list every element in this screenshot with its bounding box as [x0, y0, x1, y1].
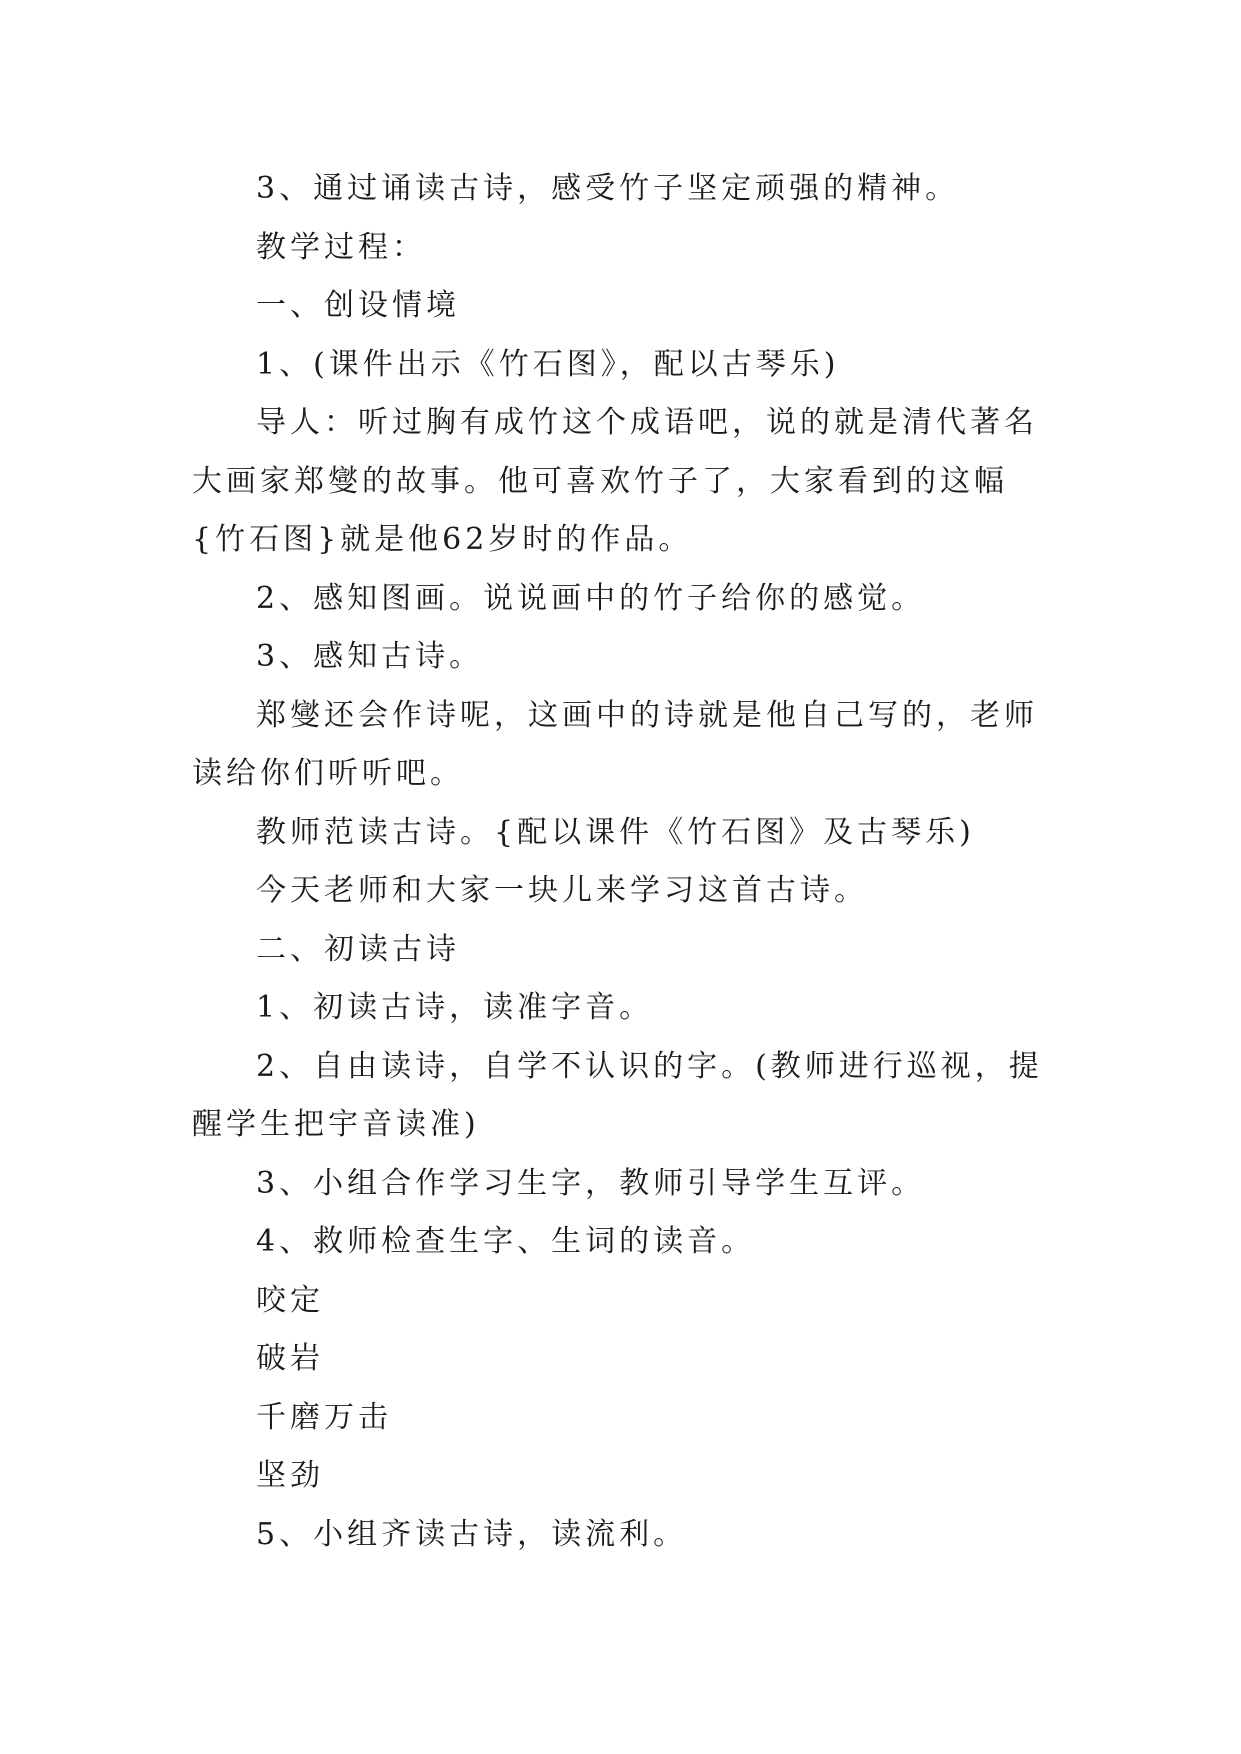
paragraph-read-1: 1、初读古诗，读准字音。: [256, 990, 654, 1025]
vocab-item: 坚劲: [256, 1458, 324, 1493]
paragraph-goal-3: 3、通过诵读古诗，感受竹子坚定顽强的精神。: [256, 171, 960, 206]
paragraph-introduction: 导人：听过胸有成竹这个成语吧，说的就是清代著名大画家郑燮的故事。他可喜欢竹子了，大家看到的这幅{竹石图}就是他62岁时的作品。: [192, 405, 1038, 557]
paragraph-teacher-reading: 教师范读古诗。{配以课件《竹石图》及古琴乐): [256, 814, 975, 850]
paragraph-read-4: 4、救师检查生字、生词的读音。: [256, 1224, 756, 1259]
paragraph-poem-intro: 郑燮还会作诗呢，这画中的诗就是他自己写的，老师读给你们听听吧。: [192, 697, 1038, 791]
vocab-item: 破岩: [256, 1341, 324, 1376]
paragraph-step-1: 1、(课件出示《竹石图》，配以古琴乐): [256, 346, 840, 382]
paragraph-read-5: 5、小组齐读古诗，读流利。: [256, 1516, 688, 1552]
paragraph-read-3: 3、小组合作学习生字，教师引导学生互评。: [256, 1165, 926, 1201]
vocab-item: 千磨万击: [256, 1399, 392, 1435]
heading-teaching-process: 教学过程：: [256, 229, 426, 265]
paragraph-step-3: 3、感知古诗。: [256, 639, 484, 674]
section-heading-2: 二、初读古诗: [256, 931, 460, 967]
document-page: [192, 160, 1052, 1564]
vocab-item: 咬定: [256, 1282, 324, 1318]
paragraph-read-2: 2、自由读诗，自学不认识的字。(教师进行巡视，提醒学生把宇音读准): [192, 1048, 1043, 1142]
paragraph-today: 今天老师和大家一块儿来学习这首古诗。: [256, 873, 868, 908]
paragraph-step-2: 2、感知图画。说说画中的竹子给你的感觉。: [256, 580, 926, 616]
section-heading-1: 一、创设情境: [256, 288, 460, 323]
